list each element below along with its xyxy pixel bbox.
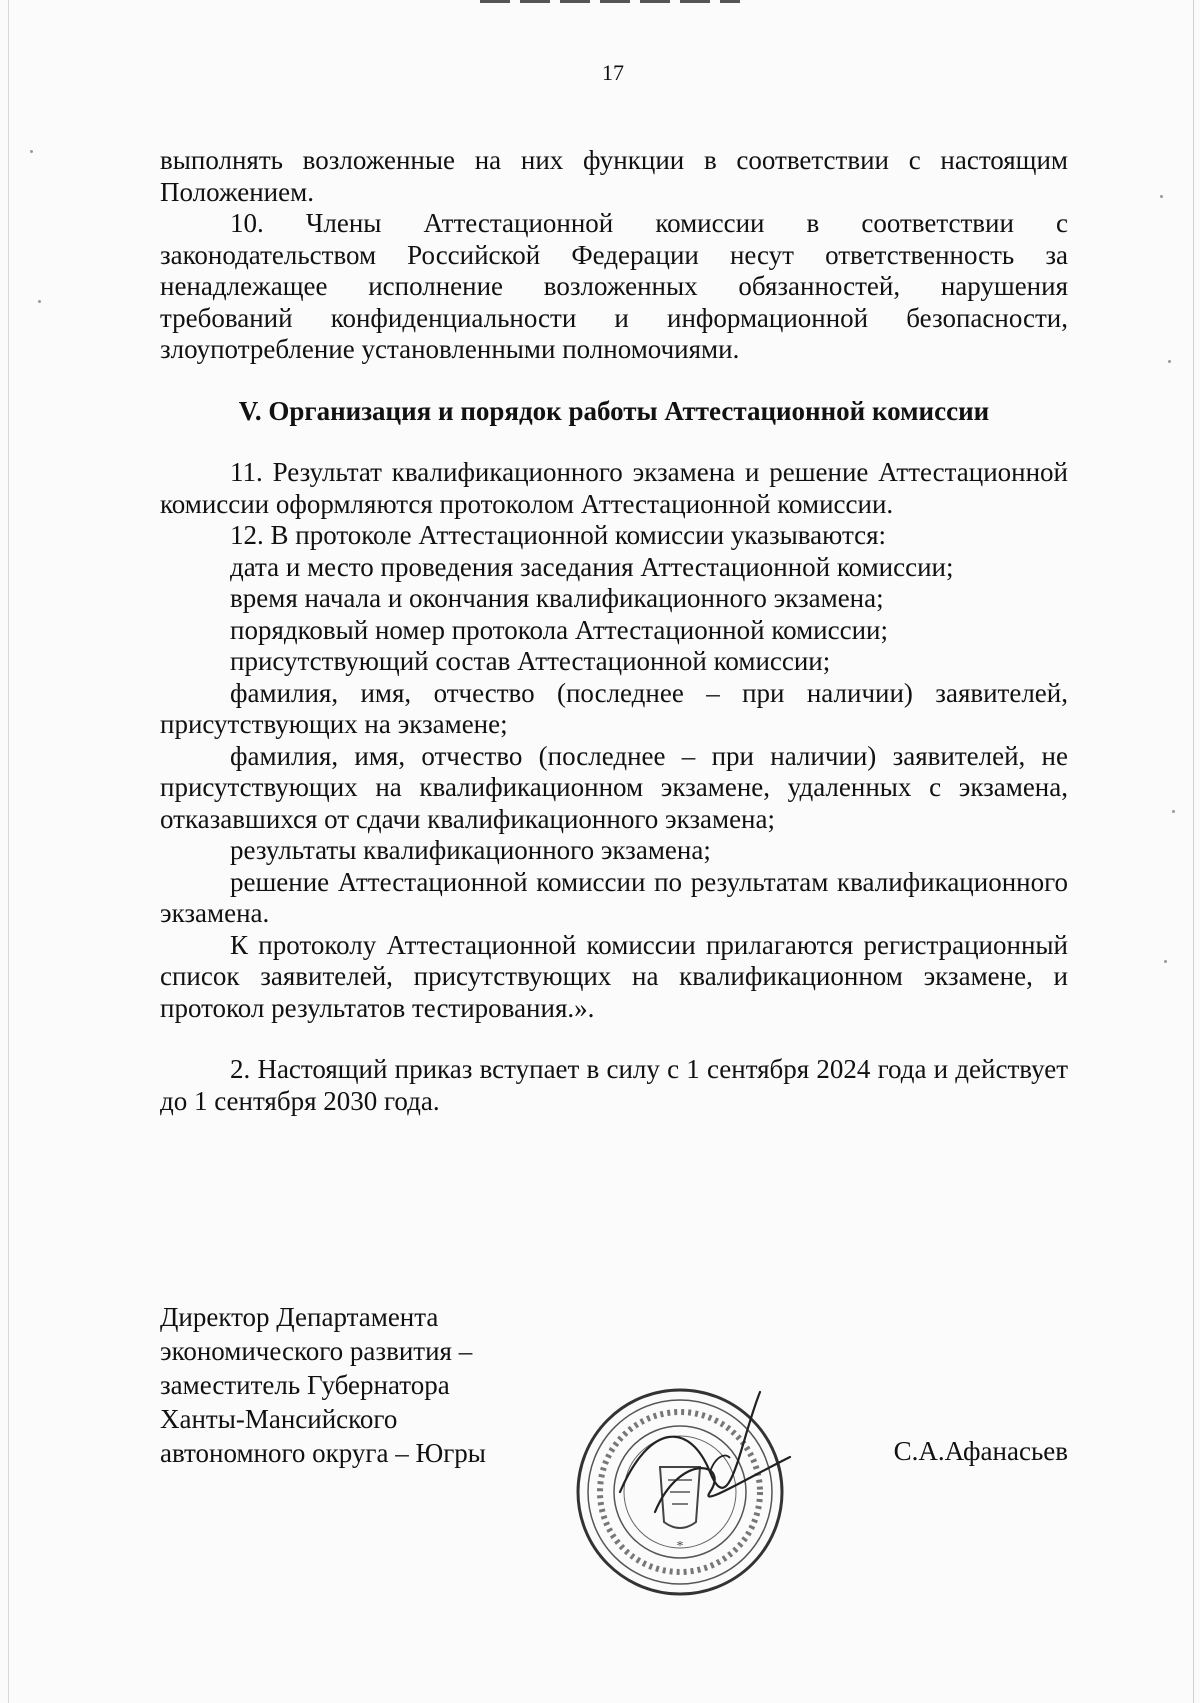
list-item: фамилия, имя, отчество (последнее – при наличии) заявителей, присутствующих на экзамене; xyxy=(160,677,1068,739)
signer-position-line: Директор Департамента xyxy=(160,1302,439,1332)
final-paragraph: 2. Настоящий приказ вступает в силу с 1 сентября 2024 года и действует до 1 сентября 2030 года. xyxy=(160,1054,1068,1116)
document-body xyxy=(160,145,1068,1117)
scan-speck xyxy=(1160,195,1163,198)
list-item: фамилия, имя, отчество (последнее – при наличии) заявителей, не присутствующих на квалификационном экзамене, удаленных с экзамена, отказавшихся от сдачи квалификационного экзамена; xyxy=(160,740,1068,834)
scan-speck xyxy=(38,300,41,303)
list-item: присутствующий состав Аттестационной комиссии; xyxy=(230,646,831,676)
page-number: 17 xyxy=(602,60,624,85)
paragraph: К протоколу Аттестационной комиссии прилагаются регистрационный список заявителей, присутствующих на квалификационном экзамене, и протокол результатов тестирования.». xyxy=(160,929,1068,1023)
scan-speck xyxy=(30,150,33,153)
signer-position-line: Ханты-Мансийского xyxy=(160,1404,398,1434)
paragraph: 11. Результат квалификационного экзамена и решение Аттестационной комиссии оформляются протоколом Аттестационной комиссии. xyxy=(160,457,1068,519)
signer-position xyxy=(160,1300,486,1470)
list-item: результаты квалификационного экзамена; xyxy=(230,835,711,865)
scan-speck xyxy=(1168,360,1171,363)
scan-speck xyxy=(1164,960,1167,963)
signature-block xyxy=(160,1300,1068,1600)
list-item: решение Аттестационной комиссии по результатам квалификационного экзамена. xyxy=(160,866,1068,928)
signer-position-line: заместитель Губернатора xyxy=(160,1370,450,1400)
list-item: порядковый номер протокола Аттестационной комиссии; xyxy=(230,614,888,645)
list-item: дата и место проведения заседания Аттестационной комиссии; xyxy=(230,551,954,582)
paragraph: 10. Члены Аттестационной комиссии в соответствии с законодательством Российской Федерации несут ответственность за ненадлежащее исполнение возложенных обязанностей, нарушения требований конфиденциальности и информационной безопасности, злоупотребление установленными полномочиями. xyxy=(160,208,1068,364)
paragraph: выполнять возложенные на них функции в соответствии с настоящим Положением. xyxy=(160,145,1068,207)
official-seal-icon xyxy=(560,1362,800,1602)
paragraph: 12. В протоколе Аттестационной комиссии указываются: xyxy=(230,520,887,550)
signer-name: С.А.Афанасьев xyxy=(893,1436,1068,1466)
scan-top-dash xyxy=(480,0,740,3)
signer-position-line: экономического развития – xyxy=(160,1336,473,1366)
svg-text:*: * xyxy=(676,1539,684,1554)
scan-speck xyxy=(1172,810,1175,813)
list-item: время начала и окончания квалификационного экзамена; xyxy=(230,583,884,613)
section-title: V. Организация и порядок работы Аттестационной комиссии xyxy=(238,395,990,426)
signer-position-line: автономного округа – Югры xyxy=(160,1438,486,1468)
